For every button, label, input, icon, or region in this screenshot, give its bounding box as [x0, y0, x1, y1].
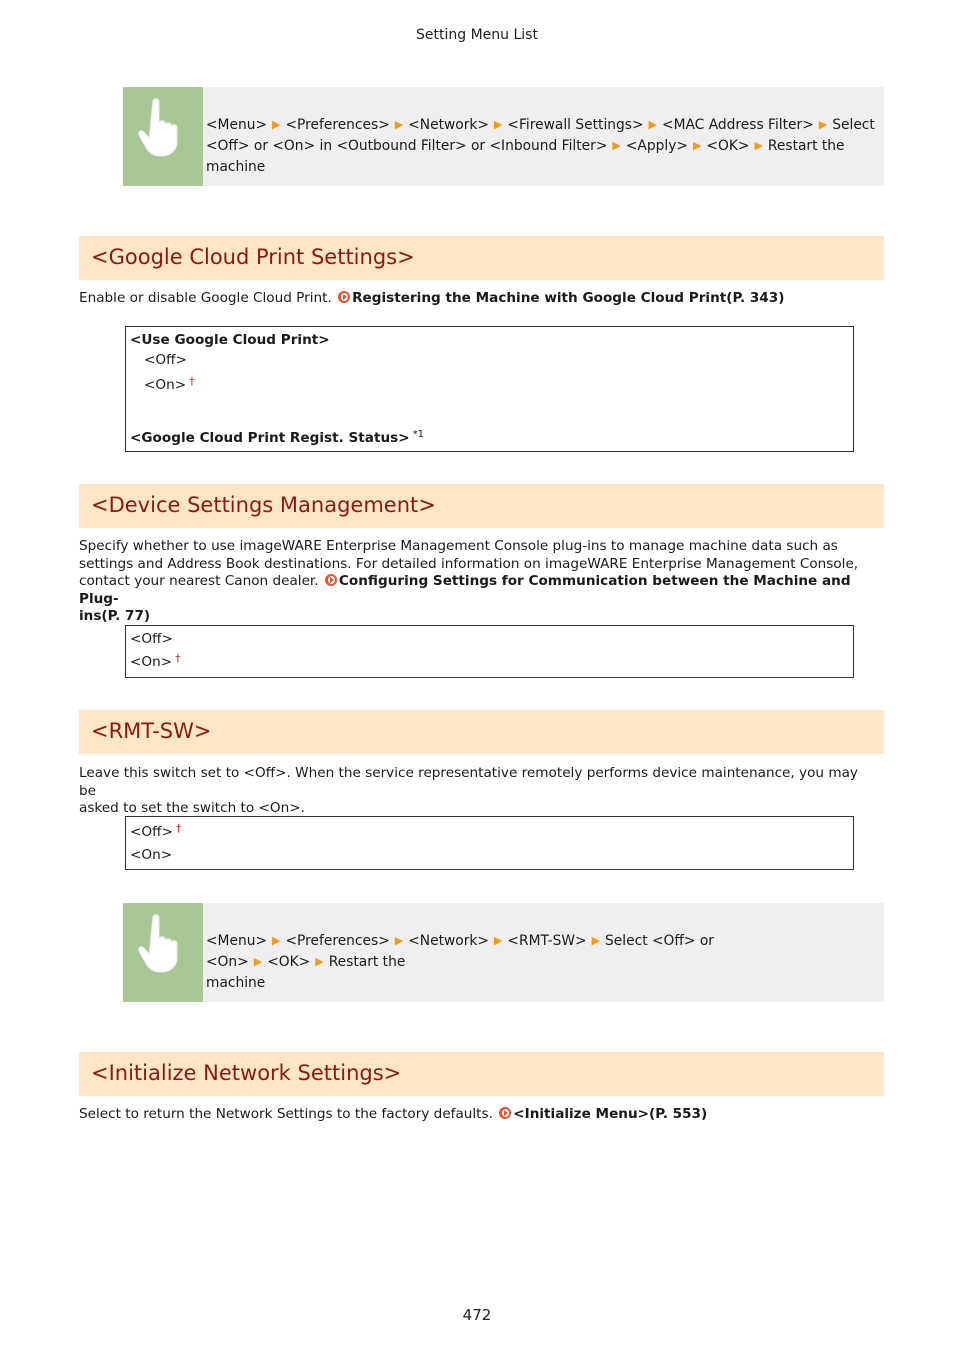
description-text: Enable or disable Google Cloud Print.: [79, 290, 332, 306]
footnote-mark: *1: [412, 429, 424, 440]
section-heading-rmt-sw: [79, 710, 884, 754]
link-configuring-plugins[interactable]: Configuring Settings for Communication between the Machine and Plug-: [79, 573, 851, 607]
step-apply: <Apply>: [625, 138, 688, 154]
step-restart: Restart the machine: [206, 138, 845, 175]
link-configuring-plugins-continued[interactable]: ins(P. 77): [79, 608, 151, 624]
operation-box: [123, 903, 884, 1002]
operation-icon-panel: [123, 903, 203, 1002]
options-table: [125, 326, 854, 452]
step-network: <Network>: [408, 933, 489, 949]
step-preferences: <Preferences>: [285, 933, 390, 949]
arrow-icon: ▶: [648, 118, 658, 131]
step-menu: <Menu>: [206, 117, 268, 133]
arrow-icon: ▶: [315, 955, 324, 968]
running-title: Setting Menu List: [416, 27, 538, 43]
section-heading-google-cloud-print: [79, 236, 884, 280]
page-number: 472: [462, 1306, 492, 1324]
option-on: [144, 375, 195, 395]
arrow-icon: ▶: [394, 118, 404, 131]
description-line: [79, 573, 879, 608]
step-ok: <OK>: [267, 954, 311, 970]
link-initialize-menu[interactable]: <Initialize Menu>(P. 553): [513, 1106, 708, 1122]
step-firewall-settings: <Firewall Settings>: [507, 117, 644, 133]
section-heading-initialize-network-settings: [79, 1052, 884, 1096]
section-description: [79, 290, 879, 308]
options-table: [125, 625, 854, 678]
option-on-label: <On>: [144, 377, 187, 393]
option-on-label: <On>: [130, 654, 173, 670]
pointing-hand-icon: [137, 97, 189, 159]
operation-steps: [206, 115, 882, 178]
operation-steps-line-2: [206, 136, 882, 178]
default-dagger-icon: †: [175, 652, 181, 665]
operation-steps-line-2: machine: [206, 975, 266, 991]
operation-box: [123, 87, 884, 186]
arrow-icon: ▶: [253, 955, 263, 968]
section-title: <Google Cloud Print Settings>: [91, 245, 415, 269]
step-preferences: <Preferences>: [285, 117, 390, 133]
arrow-icon: ▶: [272, 118, 281, 131]
arrow-icon: ▶: [493, 934, 503, 947]
description-text: contact your nearest Canon dealer.: [79, 573, 319, 589]
link-arrow-icon: [338, 291, 350, 303]
options-table: [125, 816, 854, 870]
section-heading-device-settings-management: [79, 484, 884, 528]
arrow-icon: ▶: [692, 139, 702, 152]
use-google-cloud-print-label: <Use Google Cloud Print>: [130, 332, 330, 348]
section-title: <Initialize Network Settings>: [91, 1061, 402, 1085]
description-line: asked to set the switch to <On>.: [79, 800, 305, 816]
pointing-hand-icon: [137, 913, 189, 975]
operation-steps: [206, 931, 882, 994]
option-group-label: [130, 332, 330, 350]
section-title: <RMT-SW>: [91, 719, 212, 743]
description-line: Leave this switch set to <Off>. When the service representative remotely performs device maintenance, you may be: [79, 765, 858, 799]
step-rmt-sw: <RMT-SW>: [507, 933, 587, 949]
operation-steps-line-1: [206, 115, 882, 136]
description-text: Select to return the Network Settings to the factory defaults.: [79, 1106, 493, 1122]
section-description: [79, 1106, 879, 1124]
description-line: Specify whether to use imageWARE Enterprise Management Console plug-ins to manage machine data such as: [79, 538, 838, 554]
option-off: <Off>: [144, 352, 187, 368]
regist-status-label: <Google Cloud Print Regist. Status>: [130, 430, 410, 446]
step-ok: <OK>: [706, 138, 750, 154]
arrow-icon: ▶: [493, 118, 503, 131]
link-registering-google-cloud-print[interactable]: Registering the Machine with Google Cloud Print(P. 343): [352, 290, 785, 306]
arrow-icon: ▶: [394, 934, 404, 947]
step-select: Select: [832, 117, 875, 133]
arrow-icon: ▶: [612, 139, 621, 152]
description-line: [79, 608, 879, 626]
arrow-icon: ▶: [272, 934, 281, 947]
step-menu: <Menu>: [206, 933, 268, 949]
step-filter-choice: <Off> or <On> in <Outbound Filter> or <Inbound Filter>: [206, 138, 608, 154]
description-line: settings and Address Book destinations. For detailed information on imageWARE Enterprise Management Console,: [79, 555, 859, 572]
option-off: [130, 822, 181, 842]
option-off-label: <Off>: [130, 824, 173, 840]
option-group-label: [130, 428, 424, 448]
default-dagger-icon: †: [175, 822, 182, 835]
step-mac-address-filter: <MAC Address Filter>: [662, 117, 814, 133]
step-select-off-on: Select <Off> or <On>: [206, 933, 714, 970]
step-network: <Network>: [408, 117, 489, 133]
option-on: <On>: [130, 847, 173, 863]
section-description: [79, 538, 879, 626]
operation-icon-panel: [123, 87, 203, 186]
arrow-icon: ▶: [818, 118, 828, 131]
option-on: [130, 652, 181, 672]
arrow-icon: ▶: [754, 139, 763, 152]
section-description: [79, 765, 879, 818]
link-arrow-icon: [325, 574, 337, 586]
default-dagger-icon: †: [189, 375, 195, 388]
arrow-icon: ▶: [591, 934, 601, 947]
section-title: <Device Settings Management>: [91, 493, 436, 517]
step-restart: Restart the: [328, 954, 406, 970]
operation-steps-line-1: [206, 931, 882, 973]
link-arrow-icon: [499, 1107, 511, 1119]
option-off: <Off>: [130, 631, 173, 647]
